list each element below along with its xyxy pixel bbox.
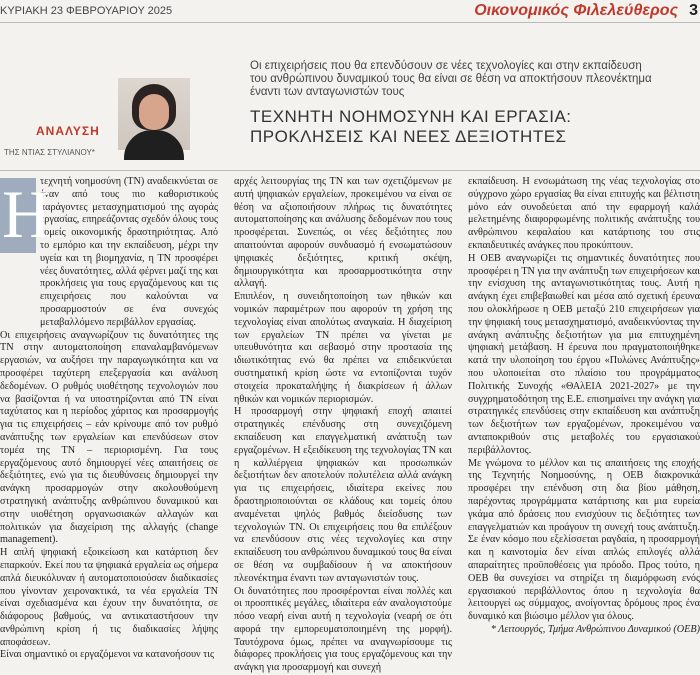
dropcap-letter: Η: [2, 176, 51, 252]
author-photo-body: [124, 130, 184, 160]
headline-line: ΠΡΟΚΛΗΣΕΙΣ ΚΑΙ ΝΕΕΣ ΔΕΞΙΟΤΗΤΕΣ: [250, 127, 700, 147]
lede-line: έναντι των ανταγωνιστών τους: [250, 86, 700, 99]
author-photo: [118, 78, 190, 150]
lede-line: του ανθρώπινου δυναμικού τους θα είναι σε θέση να αποκτήσουν πλεονέκτημα: [250, 73, 700, 86]
author-photo-face: [139, 94, 169, 130]
author-byline: ΤΗΣ ΝΤΙΑΣ ΣΤΥΛΙΑΝΟΥ*: [4, 148, 95, 157]
page-header: [0, 0, 700, 23]
paragraph: Η απλή ψηφιακή εξοικείωση και κατάρτιση δεν επαρκούν. Εκεί που τα ψηφιακά εργαλεία ως σήμερα απλά διευκόλυναν ή αυτοματοποιούσαν διαδικασίες που γίνονταν χειρονακτικά, τα νέα εργαλεία ΤΝ είναι σχεδιασμένα και έχουν την δυνατότητα, σε διάφορους βαθμούς, να αντικαταστήσουν την ανθρώπινη κρίση ή τις διαδικασίες λήψης αποφάσεων.: [0, 547, 218, 649]
paragraph: Επιπλέον, η συνειδητοποίηση των ηθικών και νομικών παραμέτρων που αφορούν τη χρήση της τεχνολογίας είναι απολύτως αναγκαία. Η διαχείριση των εργαλείων ΤΝ πρέπει να γίνεται με υπευθυνότητα και σεβασμό στην προστασία της ιδιωτικότητας ενώ θα πρέπει να επιδεικνύεται συστηματική κρίση ώστε να εντοπίζονται τυχόν στοιχεία προκαταλήψης ή διακρίσεων ή άλλων ηθικών και νομικών περιορισμών.: [234, 291, 452, 406]
article-lede: [250, 60, 700, 100]
paragraph: Η ΟΕΒ αναγνωρίζει τις σημαντικές δυνατότητες που προσφέρει η ΤΝ για την ανάπτυξη των επιχειρήσεων και την ενίσχυση της ανταγωνιστικότητας τους. Αυτή η ανάγκη έχει επιβεβαιωθεί και μέσα από σχετική έρευνα που ολοκλήρωσε η ΟΕΒ μεταξύ 210 επιχειρήσεων για την ψηφιακή τους μετασχηματισμό, αναδεικνύοντας την ανάγκη ανάπτυξης δεξιοτήτων για μια επιτυχημένη ψηφιακή μετάβαση. Η έρευνα που πραγματοποιήθηκε κατά την υλοποίηση του έργου «Πυλώνες Ανάπτυξης» που υλοποιείται στο πλαίσιο του προγράμματος Πολιτικής Συνοχής «ΘΑλΕΙΑ 2021-2027» με την συγχρηματοδότηση της Ε.Ε. επισημαίνει την ανάγκη για στρατηγικές επενδύσεις στην εκπαίδευση και ανάπτυξη των δεξιοτήτων των εργαζομένων, προκειμένου να ανταποκριθούν στις μεταβολές του εργασιακού περιβάλλοντος.: [468, 253, 700, 458]
paragraph: Η προσαρμογή στην ψηφιακή εποχή απαιτεί στρατηγικές επένδυσης στη συνεχιζόμενη εκπαίδευση και επαγγελματική ανάπτυξη των εργαζομένων. Η εξειδίκευση της τεχνολογίας ΤΝ και η καλλιέργεια ψηφιακών και προσωπικών δεξιοτήτων δεν αποτελούν πολυτέλεια αλλά ανάγκη για τις επιχειρήσεις, ιδιαίτερα εκείνες που δραστηριοποιούνται σε κλάδους και τομείς όπου αναμένεται ψηλός βαθμός διείσδυσης των τεχνολογιών ΤΝ. Οι επιχειρήσεις που θα επιλέξουν να επενδύσουν στις νέες τεχνολογίες και στην εκπαίδευση του ανθρώπινου δυναμικού τους θα είναι σε θέση να συμβαδίσουν ή να αποκτήσουν πλεονέκτημα έναντι των ανταγωνιστών τους.: [234, 406, 452, 585]
header-divider: [0, 170, 700, 171]
page-number: 3: [689, 2, 698, 20]
paragraph: Με γνώμονα το μέλλον και τις απαιτήσεις της εποχής της Τεχνητής Νοημοσύνης, η ΟΕΒ διακρονικά προσφέρει την επένδυση στη δια βίου μάθηση, παρέχοντας προγράμματα κατάρτισης και μια ευρεία γκάμα από δράσεις που ενισχύουν τις δεξιότητες των επαγγελματιών και προάγουν τη συνεχή τους ανάπτυξη. Σε έναν κόσμο που εξελίσσεται ραγδαία, η προσαρμογή και η καινοτομία δεν είναι απλώς επιλογές αλλά απαραίτητες προϋποθέσεις για πρόοδο. Προς τούτο, η ΟΕΒ θα συνεχίσει να στηρίζει τη διαμόρφωση ενός εργασιακού περιβάλλοντος όπου η τεχνολογία θα λειτουργεί ως σύμμαχος, ανοίγοντας δρόμους προς ένα δυναμικό και βιώσιμο μέλλον για όλους.: [468, 458, 700, 624]
author-note: * Λειτουργός, Τμήμα Ανθρώπινου Δυναμικού (ΟΕΒ): [468, 624, 700, 637]
paragraph: Οι επιχειρήσεις αναγνωρίζουν τις δυνατότητες της ΤΝ στην αυτοματοποίηση επαναλαμβανόμενων εργασιών, να αυξήσει την παραγωγικότητα και να προσφέρει ταχύτερη επεξεργασία και ανάλυση δεδομένων. Ο ρυθμός υιοθέτησης τεχνολογιών που να βασίζονται ή να υποστηρίζονται από ΤΝ είναι ταχύτατος και η περίοδος χάριτος και προσαρμογής για τις επιχειρήσεις – εάν κρίνουμε από τον ρυθμό ανάπτυξης των εργαλείων και επενδύσεων στον τομέα της ΤΝ – περιορισμένη. Για τους εργαζόμενους αυτό δημιουργεί νέες απαιτήσεις σε δεξιότητες, ενώ για τις διευθύνσεις δημιουργεί την ανάγκη προσαρμογών στην ακολουθούμενη στρατηγική ανάπτυξης ανθρώπινου δυναμικού και στην υιοθέτηση οργανωσιακών αλλαγών και πολιτικών για διαχείριση της αλλαγής (change management).: [0, 330, 218, 548]
section-kicker: ΑΝΑΛΥΣΗ: [36, 124, 100, 138]
lede-line: Οι επιχειρήσεις που θα επενδύσουν σε νέες τεχνολογίες και στην εκπαίδευση: [250, 60, 700, 73]
body-column-2: [234, 176, 452, 548]
paragraph: εκπαίδευση. Η ενσωμάτωση της νέας τεχνολογίας στο σύγχρονο χώρο εργασίας θα είναι επιτυχής και βέλτιστη μόνο εάν συνοδεύεται από την εφαρμογή καλά μελετημένης διαφορφωμένης πολιτικής ανάπτυξης του ανθρώπινου κεφαλαίου και κατάρτισης του στις εκπαιδευτικές ανάγκες που προκύπτουν.: [468, 176, 700, 253]
issue-date: ΚΥΡΙΑΚΗ 23 ΦΕΒΡΟΥΑΡΙΟΥ 2025: [0, 5, 172, 17]
paragraph: Είναι σημαντικό οι εργαζόμενοι να κατανοήσουν τις: [0, 649, 218, 662]
headline-line: ΤΕΧΝΗΤΗ ΝΟΗΜΟΣΥΝΗ ΚΑΙ ΕΡΓΑΣΙΑ:: [250, 107, 700, 127]
body-column-3: [468, 176, 700, 548]
paragraph: Οι δυνατότητες που προσφέρονται είναι πολλές και οι προοπτικές μεγάλες, ιδιαίτερα εάν αναλογιστούμε πόσο νεαρή είναι αυτή η τεχνολογία (νεαρή σε ότι αφορά την εμπορευματοποιημένη της μορφή). Ταυτόχρονα όμως, πρέπει να αναγνωρίσουμε τις διάφορες προκλήσεις για τους εργαζόμενους και την ανάγκη για προσαρμογή και συνεχή: [234, 586, 452, 675]
paragraph: τεχνητή νοημοσύνη (ΤΝ) αναδεικνύεται σε έναν από τους πιο καθοριστικούς παράγοντες μετασχηματισμού της αγοράς εργασίας, επηρεάζοντας σχεδόν όλους τους τομείς οικονομικής δραστηριότητας. Από το εμπόριο και την εκπαίδευση, μέχρι την υγεία και τη βιομηχανία, η ΤΝ προσφέρει νέες δυνατότητες, αλλά φέρνει μαζί της και προκλήσεις για τους εργαζόμενους και τις επιχειρήσεις που καλούνται να προσαρμοστούν σε ένα συνεχώς μεταβαλλόμενο περιβάλλον εργασίας.: [0, 176, 218, 330]
article-headline: [250, 107, 700, 147]
publication-name: Οικονομικός Φιλελεύθερος: [474, 2, 678, 20]
paragraph: αρχές λειτουργίας της ΤΝ και των σχετιζόμενων με αυτή ψηφιακών εργαλείων, προκειμένου να είναι σε θέση να αξιοποιήσουν πλήρως τις δυνατότητες αυτοματοποίησης και ανάλυσης δεδομένων που τους προσφέρεται. Συνεπώς, οι νέες δεξιότητες που απαιτούνται αφορούν συνδυασμό ή ενσωματώσουν ψηφιακές δεξιότητες, κριτική σκέψη, δημιουργικότητα και προσαρμοστικότητα στην αλλαγή.: [234, 176, 452, 291]
